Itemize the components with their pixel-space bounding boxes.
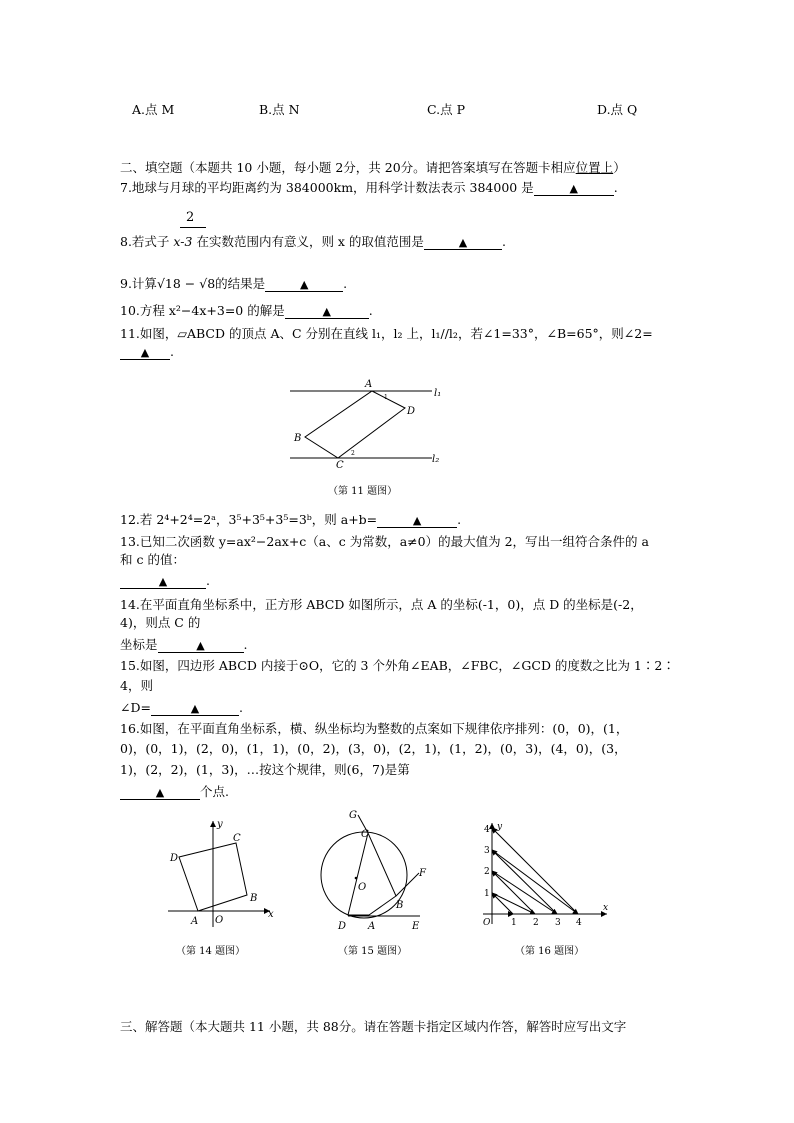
label-d: D — [170, 853, 179, 864]
label-b: B — [294, 433, 302, 444]
label-a: A — [191, 916, 199, 927]
label-b: B — [250, 893, 258, 904]
quadrilateral-abcd — [348, 833, 396, 915]
path-segment — [492, 850, 557, 914]
label-c: C — [361, 829, 369, 840]
figure-15-caption: （第 15 题图） — [338, 946, 408, 957]
label-f: F — [419, 868, 426, 879]
tick-x-3: 3 — [555, 918, 561, 928]
answer-blank: ▲ — [534, 182, 614, 196]
label-a: A — [365, 379, 373, 390]
option-c: C.点 P — [427, 102, 465, 117]
parallelogram-abcd — [305, 391, 405, 458]
center-dot — [355, 877, 358, 880]
answer-blank: ▲ — [120, 346, 170, 360]
y-axis-arrow — [210, 821, 216, 827]
figure-15 — [310, 808, 440, 938]
question-15: 15.如图，四边形 ABCD 内接于⊙O，它的 3 个外角∠EAB，∠FBC，∠GCD 的度数之比为 1∶2∶ — [120, 658, 675, 673]
angle-2-label: 2 — [351, 450, 355, 457]
question-14: 14.在平面直角坐标系中，正方形 ABCD 如图所示，点 A 的坐标(-1，0)，点 D 的坐标是(-2， — [120, 597, 643, 612]
question-14-line3: 坐标是 ▲ . — [120, 637, 248, 652]
question-16: 16.如图，在平面直角坐标系，横、纵坐标均为整数的点案如下规律依序排列：(0，0)，(1， — [120, 721, 629, 736]
path-segment — [492, 871, 557, 914]
label-g: G — [349, 810, 357, 821]
path-segment — [492, 828, 578, 914]
line-f — [396, 873, 419, 896]
option-a: A.点 M — [132, 102, 175, 117]
figure-16 — [475, 815, 615, 940]
label-l1: l₁ — [434, 388, 442, 399]
label-y: y — [497, 822, 503, 832]
question-13-line2: 和 c 的值： — [120, 552, 185, 567]
answer-blank: ▲ — [158, 639, 244, 653]
figure-14 — [160, 815, 285, 940]
question-13: 13.已知二次函数 y=ax²−2ax+c（a、c 为常数，a≠0）的最大值为 2，写出一组符合条件的 a — [120, 534, 649, 549]
answer-blank: ▲ — [265, 278, 343, 292]
figure-14-caption: （第 14 题图） — [176, 946, 246, 957]
label-o: O — [215, 915, 224, 926]
fraction-bar — [180, 227, 206, 228]
question-11: 11.如图，▱ABCD 的顶点 A、C 分别在直线 l₁，l₂ 上，l₁//l₂，若∠1=33°，∠B=65°，则∠2= — [120, 326, 653, 341]
path-segment — [492, 893, 513, 914]
answer-blank: ▲ — [424, 236, 502, 250]
section3-header: 三、解答题（本大题共 11 小题，共 88分。请在答题卡指定区域内作答，解答时应写出文字 — [120, 1019, 627, 1034]
angle-1-label: 1 — [384, 394, 388, 401]
figure-11-caption: （第 11 题图） — [328, 486, 398, 497]
question-15-line2: 4，则 — [120, 678, 153, 693]
label-l2: l₂ — [432, 454, 440, 465]
tick-x-4: 4 — [576, 918, 582, 928]
label-c: C — [233, 833, 241, 844]
question-9: 9.计算√18 − √8的结果是 ▲ . — [120, 276, 348, 291]
section2-header: 二、填空题（本题共 10 小题，每小题 2分，共 20分。请把答案填写在答题卡相应位置上） — [120, 160, 626, 175]
tick-y-3: 3 — [484, 846, 490, 856]
question-14-line2: 4)，则点 C 的 — [120, 615, 201, 630]
label-x: x — [603, 903, 609, 913]
question-10: 10.方程 x²−4x+3=0 的解是 ▲ . — [120, 303, 373, 318]
circle-o — [321, 832, 407, 918]
label-y: y — [217, 819, 223, 830]
tick-y-4: 4 — [484, 825, 490, 835]
question-15-line3: ∠D= ▲ . — [120, 700, 243, 715]
answer-blank: ▲ — [377, 514, 457, 528]
question-11-blank: ▲ . — [120, 344, 174, 360]
answer-blank: ▲ — [120, 786, 200, 800]
question-12: 12.若 2⁴+2⁴=2ᵃ，3⁵+3⁵+3⁵=3ᵇ，则 a+b= ▲ . — [120, 512, 462, 527]
path-segment — [492, 850, 578, 914]
label-d: D — [338, 921, 347, 932]
label-a: A — [368, 921, 376, 932]
label-x: x — [268, 909, 274, 920]
answer-blank: ▲ — [151, 702, 239, 716]
question-16-line4: ▲ 个点. — [120, 784, 229, 800]
label-o: O — [358, 882, 367, 893]
fraction-numerator: 2 — [186, 210, 195, 225]
tick-x-1: 1 — [511, 918, 517, 928]
figure-11 — [280, 370, 460, 475]
answer-blank: ▲ — [285, 305, 369, 319]
question-13-blank: ▲ . — [120, 573, 210, 589]
path-segment — [492, 893, 535, 914]
tick-y-2: 2 — [484, 867, 490, 877]
label-o: O — [483, 918, 491, 928]
tick-y-1: 1 — [484, 889, 490, 899]
tick-x-2: 2 — [533, 918, 539, 928]
figure-16-caption: （第 16 题图） — [515, 946, 585, 957]
question-16-line3: 1)，(2，2)，(1，3)，…按这个规律，则(6，7)是第 — [120, 762, 410, 777]
label-c: C — [336, 460, 344, 471]
option-d: D.点 Q — [597, 102, 638, 117]
answer-blank: ▲ — [120, 575, 206, 589]
label-b: B — [396, 900, 404, 911]
label-e: E — [412, 921, 420, 932]
question-7: 7.地球与月球的平均距离约为 384000km，用科学计数法表示 384000 是 ▲ . — [120, 180, 618, 195]
question-16-line2: 0)，(0，1)，(2，0)，(1，1)，(0，2)，(3，0)，(2，1)，(1，2)，(0，3)，(4，0)，(3， — [120, 741, 627, 756]
question-8: 8.若式子 x-3 在实数范围内有意义，则 x 的取值范围是 ▲ . — [120, 234, 506, 249]
label-d: D — [407, 406, 416, 417]
option-b: B.点 N — [259, 102, 300, 117]
